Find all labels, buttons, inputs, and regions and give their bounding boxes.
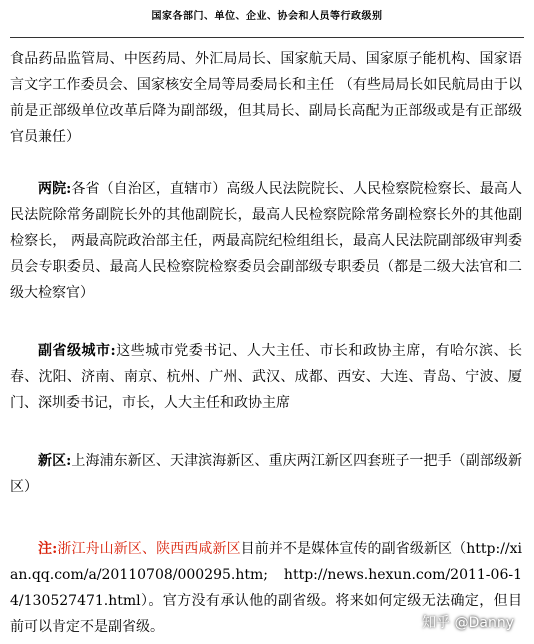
paragraph-new-districts xyxy=(10,448,522,500)
paragraph-two-courts xyxy=(10,176,522,306)
note-text: 目前并不是媒体宣传的副省级新区（http://xian.qq.com/a/20110708/000295.htm; http://news.hexun.com/2011-06-14/130527471.html）。官方没有承认他的副省级。将来如何定级无法确定，但目前可以肯定不是副省级。 xyxy=(10,541,523,635)
paragraph-ministries xyxy=(10,46,522,150)
page-header-title: 国家各部门、单位、企业、协会和人员等行政级别 xyxy=(151,11,383,22)
subprovincial-cities-label: 副省级城市: xyxy=(38,343,116,359)
note-highlight: 浙江舟山新区、陕西西咸新区 xyxy=(57,541,241,557)
new-districts-label: 新区: xyxy=(38,453,72,469)
note-label: 注: xyxy=(38,541,58,557)
two-courts-label: 两院: xyxy=(38,181,72,197)
two-courts-text: 各省（自治区，直辖市）高级人民法院院长、人民检察院检察长、最高人民法院除常务副院长外的其他副院长，最高人民检察院除常务副检察长外的其他副检察长， 两最高院政治部主任，两最高院纪检组组长，最高人民法院副部级审判委员会专职委员、最高人民检察院检察委员会副部级专职委员（都是二级大法官和二级大检察官） xyxy=(10,181,523,301)
subprovincial-cities-text: 这些城市党委书记、人大主任、市长和政协主席，有哈尔滨、长春、沈阳、济南、南京、杭州、广州、武汉、成都、西安、大连、青岛、宁波、厦门、深圳委书记，市长，人大主任和政协主席 xyxy=(10,343,522,411)
paragraph-subprovincial-cities xyxy=(10,338,522,416)
zhihu-watermark: 知乎 @Danny xyxy=(422,615,514,631)
new-districts-text: 上海浦东新区、天津滨海新区、重庆两江新区四套班子一把手（副部级新区） xyxy=(10,453,523,495)
paragraph-ministries-text: 食品药品监管局、中医药局、外汇局局长、国家航天局、国家原子能机构、国家语言文字工作委员会、国家核安全局等局委局长和主任 （有些局局长如民航局由于以前是正部级单位改革后降为副部级，但其局长、副局长高配为正部级或是有正部级官员兼任） xyxy=(10,51,522,145)
header-divider xyxy=(10,37,524,38)
